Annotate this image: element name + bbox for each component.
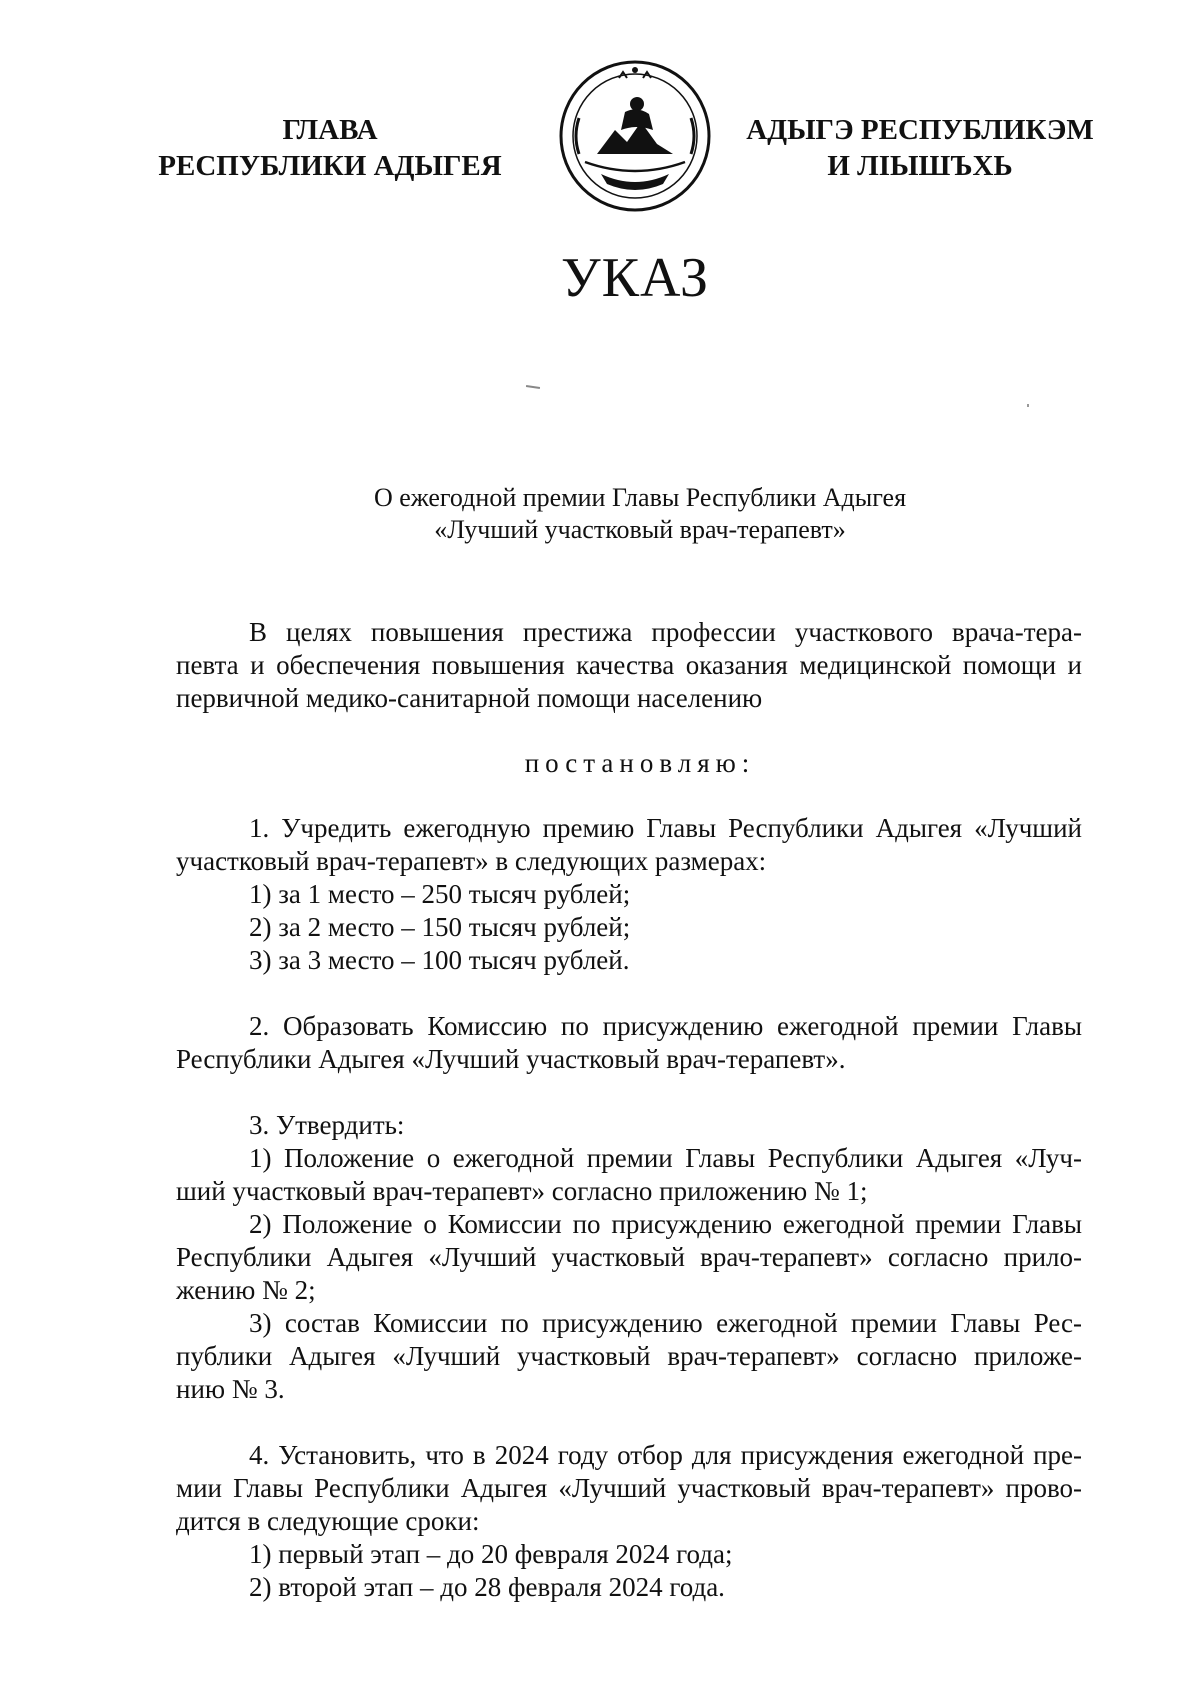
header-right-line: АДЫГЭ РЕСПУБЛИКЭМ [746, 114, 1094, 146]
item-line: Республики Адыгея «Лучший участковый врач-терапевт» согласно прило- [176, 1242, 1082, 1272]
title-line: О ежегодной премии Главы Республики Адыгея [373, 483, 907, 512]
header-right [730, 112, 1110, 184]
item-line: дится в следующие сроки: [176, 1506, 480, 1536]
item-line: 1. Учредить ежегодную премию Главы Республики Адыгея «Лучший [249, 813, 1082, 843]
document-type: УКАЗ [560, 247, 710, 309]
preamble-line: первичной медико-санитарной помощи населению [176, 683, 763, 713]
item-line: 4. Установить, что в 2024 году отбор для присуждения ежегодной пре- [249, 1440, 1082, 1470]
item-line: 1) первый этап – до 20 февраля 2024 года; [249, 1539, 733, 1569]
title-line: «Лучший участковый врач-терапевт» [434, 515, 846, 544]
preamble-line: певта и обеспечения повышения качества оказания медицинской помощи и [176, 650, 1082, 680]
scan-mark [526, 385, 540, 389]
document-title [200, 482, 1080, 546]
item-line: 3. Утвердить: [249, 1110, 405, 1140]
item-line: 2) за 2 место – 150 тысяч рублей; [249, 912, 631, 942]
header-left-line: РЕСПУБЛИКИ АДЫГЕЯ [158, 150, 502, 182]
item-line: 3) состав Комиссии по присуждению ежегодной премии Главы Рес- [249, 1308, 1082, 1338]
item-line: Республики Адыгея «Лучший участковый врач-терапевт». [176, 1044, 846, 1074]
header-left-line: ГЛАВА [282, 114, 378, 146]
header-right-line: И ЛІЫШЪХЬ [827, 150, 1013, 182]
item-line: нию № 3. [176, 1374, 285, 1404]
header-left [150, 112, 510, 184]
item-line: 2. Образовать Комиссию по присуждению ежегодной премии Главы [249, 1011, 1082, 1041]
coat-of-arms-icon [557, 58, 713, 214]
item-line: 1) за 1 место – 250 тысяч рублей; [249, 879, 631, 909]
preamble-line: В целях повышения престижа профессии участкового врача-тера- [249, 617, 1082, 647]
scan-mark [1027, 404, 1029, 407]
item-line: 2) Положение о Комиссии по присуждению ежегодной премии Главы [249, 1209, 1082, 1239]
decree-word: постановляю: [524, 748, 756, 778]
item-line: жению № 2; [176, 1275, 316, 1305]
item-line: 1) Положение о ежегодной премии Главы Республики Адыгея «Луч- [249, 1143, 1082, 1173]
item-line: мии Главы Республики Адыгея «Лучший участковый врач-терапевт» прово- [176, 1473, 1082, 1503]
item-line: публики Адыгея «Лучший участковый врач-терапевт» согласно приложе- [176, 1341, 1082, 1371]
item-line: 3) за 3 место – 100 тысяч рублей. [249, 945, 630, 975]
item-line: ший участковый врач-терапевт» согласно приложению № 1; [176, 1176, 868, 1206]
item-line: участковый врач-терапевт» в следующих размерах: [176, 846, 767, 876]
item-line: 2) второй этап – до 28 февраля 2024 года. [249, 1572, 725, 1602]
